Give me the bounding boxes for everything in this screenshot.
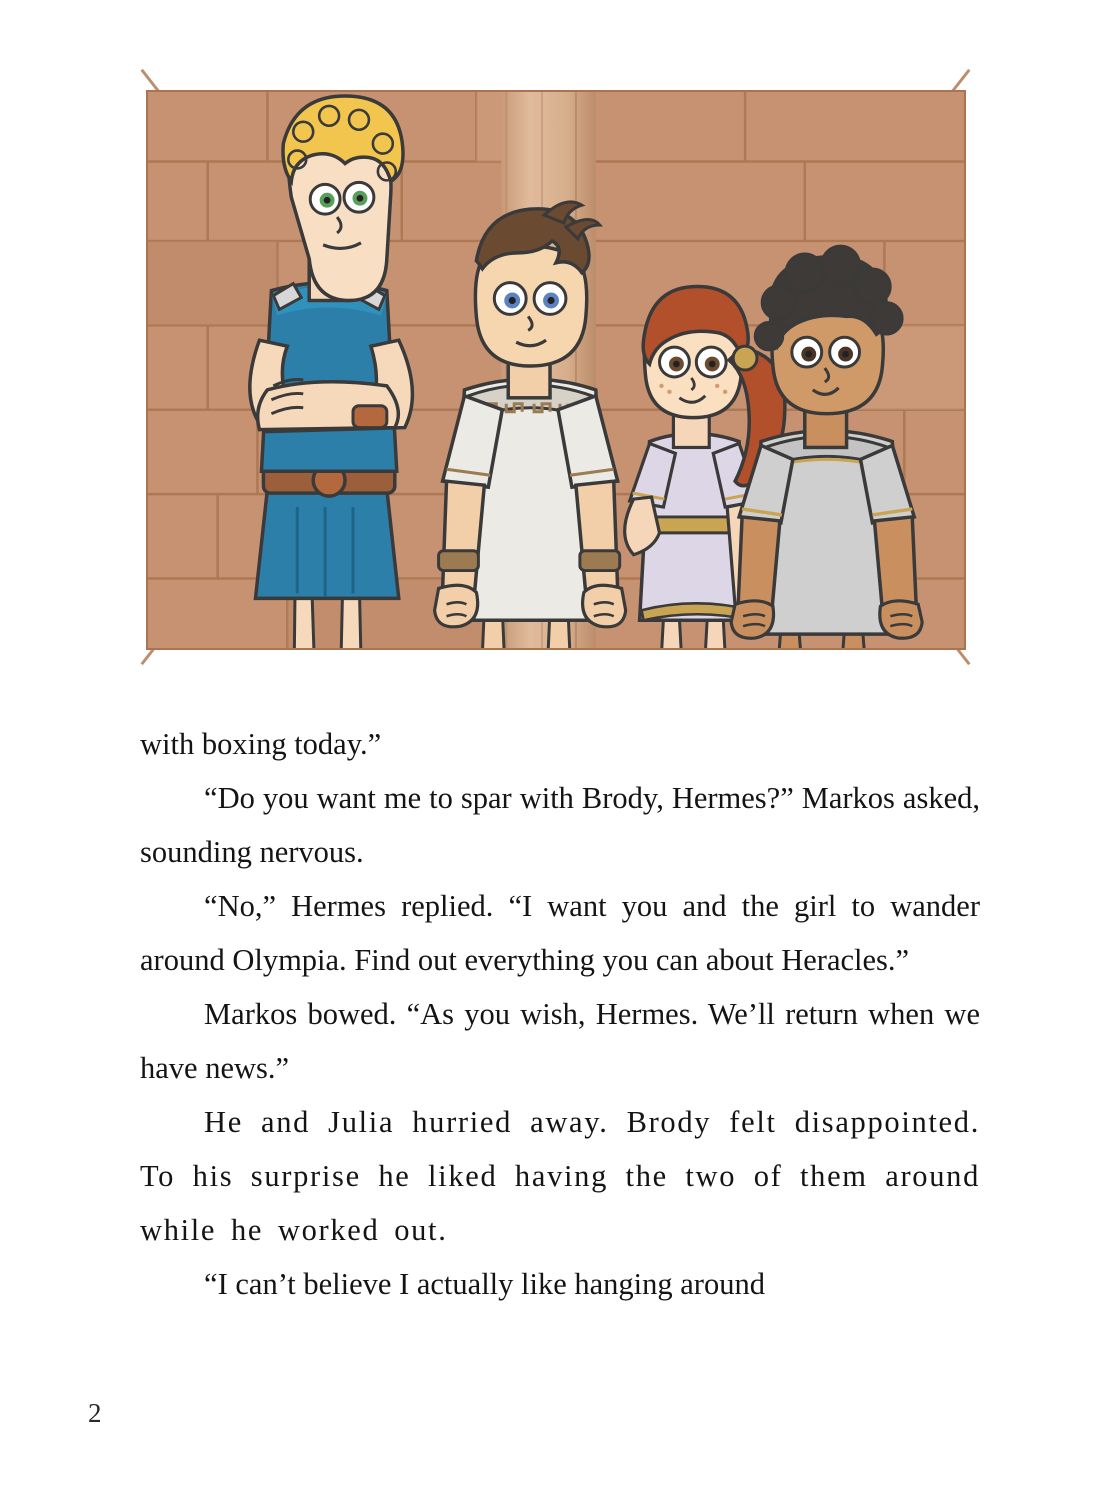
- paragraph-5: He and Julia hurried away. Brody felt disappointed. To his surprise he liked having the two of them around while he worked out.: [140, 1104, 980, 1247]
- paragraph-2: “Do you want me to spar with Brody, Hermes?” Markos asked, sounding nervous.: [140, 780, 980, 869]
- illustration-frame: [128, 62, 983, 672]
- page-number: 2: [88, 1398, 102, 1428]
- paragraph-6: “I can’t believe I actually like hanging around: [204, 1266, 765, 1301]
- story-illustration: [146, 90, 966, 650]
- paragraph-4: Markos bowed. “As you wish, Hermes. We’ll return when we have news.”: [140, 996, 980, 1085]
- scene-svg: [148, 92, 964, 648]
- paragraph-1: with boxing today.”: [140, 727, 382, 761]
- paragraph-3: “No,” Hermes replied. “I want you and the girl to wander around Olympia. Find out everything you can about Heracles.”: [140, 888, 980, 977]
- story-text: [140, 718, 980, 1312]
